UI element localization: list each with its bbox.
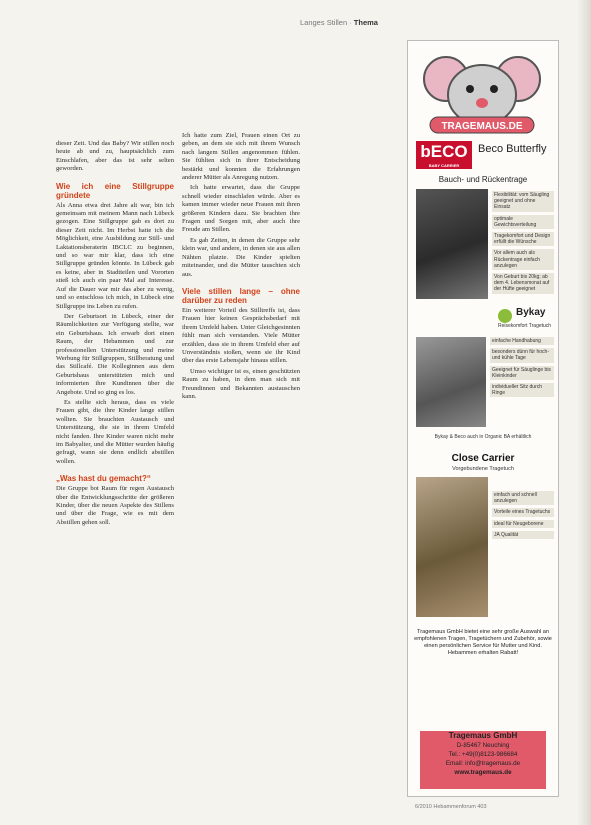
company-email[interactable]: Email: info@tragemaus.de [445,760,521,767]
contact-box [420,731,546,789]
paragraph: Als Anna etwa drei Jahre alt war, bin ich gemeinsam mit meinem Mann nach Lübeck gezogen. Eine Stillgruppe gab es dort zu dieser Zeit nicht. Im Herbst hatte ich die Möglichkeit, eine Ausbildung zur Still- und Laktationsberaterin IBCLC zu beginnen, und so war mir klar, dass ich eine Stillgruppe gründen könnte. In Lübeck gab es keine, aber in Stadtteilen und Vororten stieß ich auch ein paar Mal auf Interesse. Auf die Dauer war mir das aber zu wenig, und so entschloss ich mich, in Lübeck eine Stillgruppe ins Leben zu rufen. [56,201,174,310]
section-title: Thema [353,18,378,27]
beco-subtitle: Bauch- und Rückentrage [438,175,528,184]
paragraph: Ich hatte zum Ziel, Frauen einen Ort zu geben, an dem sie sich mit ihrem Wunsch nach langem Stillen angenommen fühlen. Sie fühlten sich in ihrer Entscheidung bestärkt und konnten die Erfahrungen anderer Mütter als Anregung nutzen. [182,132,300,182]
logo-text: TRAGEMAUS.DE [441,121,523,132]
tragemaus-logo [416,47,548,139]
page-footer: 6/2010 Hebammenforum 403 [415,804,487,810]
beco-photo [416,189,488,299]
paragraph: Die Gruppe bot Raum für regen Austausch über die Entwicklungsschritte der größeren Kinder, über die neuen Aspekte des Stillens und über die Frage, wie es mit dem Abstillen gehen soll. [56,485,174,526]
paragraph: Umso wichtiger ist es, einen geschützten Raum zu haben, in dem man sich mit Freundinnen und Bekannten austauschen kann. [182,367,300,400]
beco-features [492,191,554,297]
list-item: Geeignet für Säuglinge bis Kleinkinder [490,366,554,380]
paragraph: Ein weiterer Vorteil des Stilltreffs ist, dass Frauen hier keinen Gesprächsbedarf mit ihrem Umfeld haben. Unter Gleichgesinnten fühlt man sich verstanden. Viele Mütter erzählen, dass sie in ihrem Umfeld eher auf Unverständnis stoßen, wenn sie ihr Kind über das erste Lebensjahr hinaus stillen. [182,306,300,365]
subheading: „Was hast du gemacht?“ [56,474,151,484]
page-header: Langes Stillen · Thema [300,18,378,27]
company-address: D-85467 Neuching [456,742,510,749]
list-item: Von Geburt bis 20kg; ab dem 4. Lebensmonat auf der Hüfte geeignet [492,273,554,294]
paragraph: Es gab Zeiten, in denen die Gruppe sehr klein war, und andere, in denen sie aus allen Nähten platzte. Die Kinder spielten miteinander, und die Mütter tauschten sich aus. [182,236,300,278]
bykay-logo-icon [498,309,512,323]
company-phone: Tel.: +49(0)8123-986684 [448,751,518,758]
beco-logo-sub: BABY CARRIER [428,163,460,168]
company-website[interactable]: www.tragemaus.de [454,769,512,776]
close-carrier-photo [416,477,488,617]
list-item: besonders dünn für hoch- und kühle Tage [490,348,554,362]
advertisement [407,40,559,797]
list-item: ideal für Neugeborene [492,520,554,528]
close-carrier-subtitle: Vorgebundene Tragetuch [452,466,514,472]
company-name: Tragemaus GmbH [448,731,518,740]
organic-note: Bykay & Beco auch in Organic BA erhältlich [434,434,532,440]
company-info: Tragemaus GmbH bietet eine sehr große Auswahl an empfohlenen Tragen, Tragetüchern und Zubehör, sowie einen persönlichen Service für Mutter und Kind. Hebammen erhalten Rabatt! [414,629,552,656]
list-item: Vorteile eines Tragetuchs [492,508,554,516]
bykay-features [490,337,554,400]
subheading: Wie ich eine Stillgruppe gründete [56,181,174,200]
beco-product-name: Beco Butterfly [478,143,547,155]
close-carrier-features [492,491,554,542]
paragraph: Ich hatte erwartet, dass die Gruppe schnell wieder einschlafen würde. Aber es kamen immer wieder neue Frauen mit ihren größeren Kindern dazu. Sie brachten ihre Fragen und Sorgen mit, aber auch ihre Freude am Stillen. [182,184,300,234]
beco-logo [416,141,472,169]
paragraph: dieser Zeit. Und das Baby? Wir stillen noch heute ab und zu, hauptsächlich zum Einschlafen, aber das ist sehr selten geworden. [56,140,174,173]
paragraph: Es stellte sich heraus, dass es viele Frauen gibt, die ihre Kinder lange stillen wollten. Sie brauchten Austausch und Unterstützung, die sie in ihrem Umfeld nicht fanden. Ihre Kinder waren nicht mehr im Babyalter, und die Mütter wurden häufig gefragt, wann sie denn endlich abstillen wollen. [56,398,174,465]
article-column-1 [56,140,174,529]
paragraph: Der Geburtsort in Lübeck, einer der Räumlichkeiten zur Verfügung stellte, war ein Geburtshaus. Ich erwarb dort einen Raum, der Hebammen und zur professionellen Unterstützung und meine Werbung für Stillgruppen, Stillberatung und das Stillcafé. Die Kolleginnen aus dem Geburtshaus unterstützten mich und informierten ihre Kundinnen über die Angebote. Und so ging es los. [56,312,174,396]
bykay-product-name: Bykay [516,307,546,318]
list-item: einfache Handhabung [490,337,554,345]
subheading: Viele stillen lange – ohne darüber zu reden [182,286,300,305]
list-item: Vor allem auch als Rückentrage einfach anzulegen [492,249,554,270]
list-item: einfach und schnell anzulegen [492,491,554,505]
list-item: Tragekomfort und Design erfüllt die Wünsche [492,232,554,246]
page-fold-shadow [577,0,591,825]
article-column-2 [182,132,300,403]
list-item: optimale Gewichtsverteilung [492,215,554,229]
list-item: individueller Sitz durch Ringe [490,383,554,397]
beco-logo-text: bECO [420,142,468,161]
list-item: JA Qualität [492,531,554,539]
close-carrier-name: Close Carrier [451,453,515,464]
section-label: Langes Stillen [300,18,348,27]
bykay-subtitle: Reisekomfort Tragetuch [498,323,552,329]
bykay-photo [416,337,486,427]
list-item: Flexibilität: vom Säugling geeignet und ohne Einsatz [492,191,554,212]
